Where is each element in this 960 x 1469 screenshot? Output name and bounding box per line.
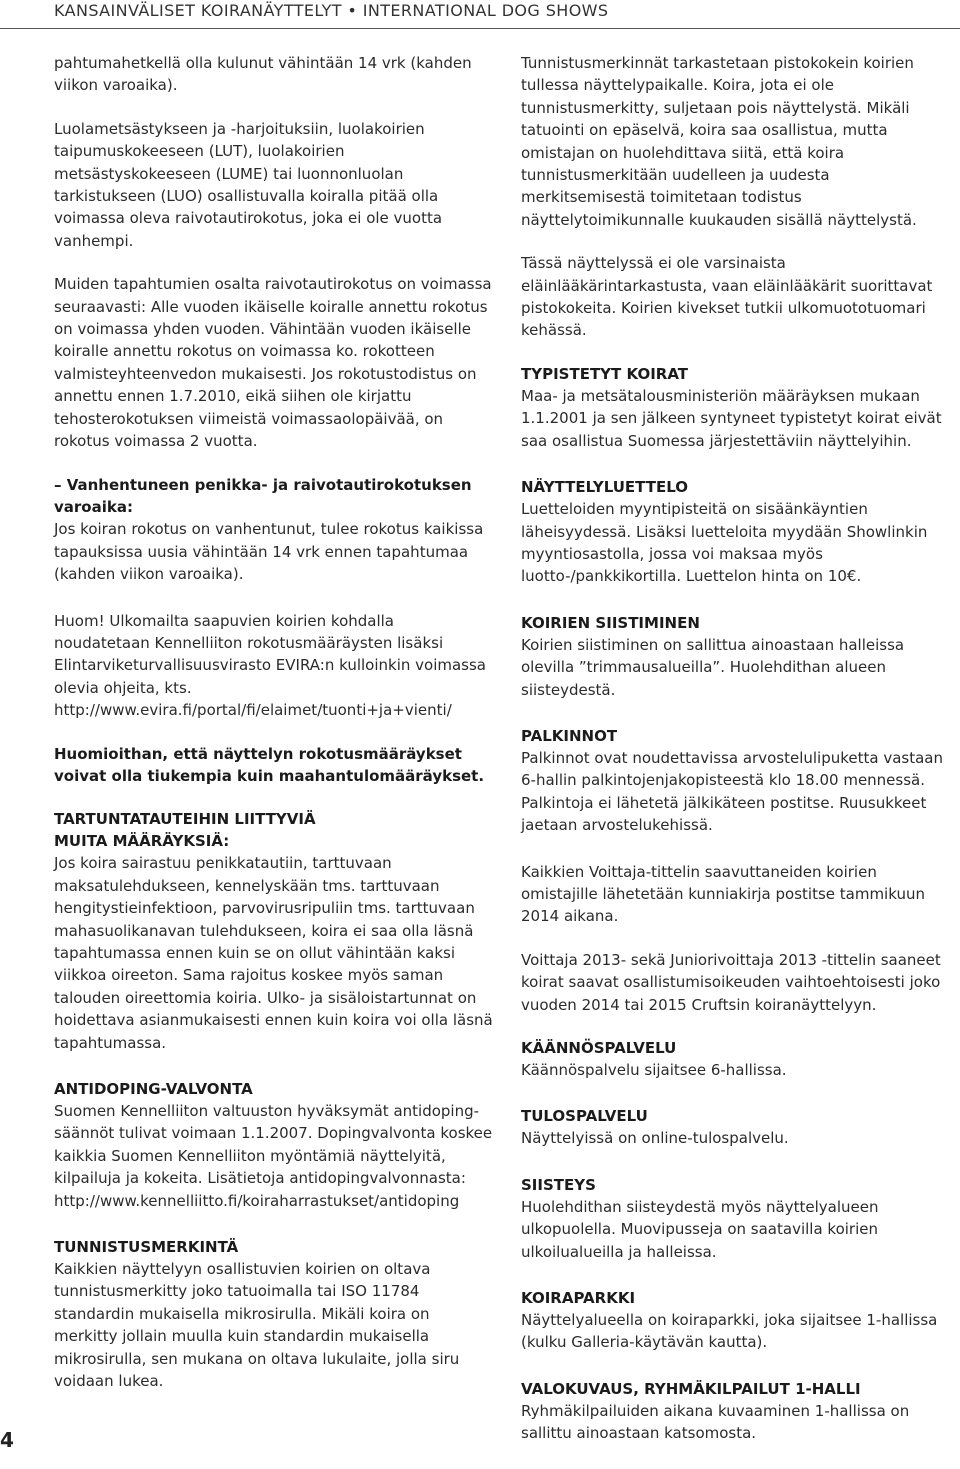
prizes-text: Palkinnot ovat noudettavissa arvostelulipuketta vastaan 6-hallin palkintojenjakopisteestä klo 18.00 mennessä. Palkintoja ei lähetetä jälkikäteen postitse. Ruusukkeet jaetaan arvostelukehissä. bbox=[521, 748, 943, 835]
crufts-paragraph: Voittaja 2013- sekä Juniorivoittaja 2013 -tittelin saaneet koirat saavat osallistumisoikeuden vaihtoehtoisesti joko vuoden 2014 tai 2015 Cruftsin koiranäyttelyyn. bbox=[521, 950, 941, 1014]
import-note: Huom! Ulkomailta saapuvien koirien kohdalla noudatetaan Kennelliiton rokotusmääräysten lisäksi Elintarviketurvallisuusvirasto EVIRA:n kulloinkin voimassa olevia ohjeita, kts. http://www.evira.fi/portal/fi/elaimet/tuonti+ja+vienti/ bbox=[54, 611, 486, 720]
photography-heading: VALOKUVAUS, RYHMÄKILPAILUT 1-HALLI bbox=[521, 1379, 861, 1398]
infectious-diseases-section bbox=[54, 808, 494, 1054]
cleanliness-section bbox=[521, 1174, 951, 1263]
dogpark-heading: KOIRAPARKKI bbox=[521, 1289, 636, 1308]
antidoping-text: Suomen Kennelliiton valtuuston hyväksymät antidoping-säännöt tulivat voimaan 1.1.2007. Dopingvalvonta koskee kaikkia Suomen Kennelliiton myöntämiä näyttelyitä, kilpailuja ja kokeita. Lisätietoja antidopingvalvonnasta: http://www.kennelliitto.fi/koiraharrastukset/antidoping bbox=[54, 1102, 493, 1210]
page-number: 4 bbox=[0, 1428, 14, 1452]
grooming-section bbox=[521, 612, 951, 701]
infectious-heading-line-1: TARTUNTATAUTEIHIN LIITTYVIÄ bbox=[54, 810, 316, 829]
photography-text: Ryhmäkilpailuiden aikana kuvaaminen 1-hallissa on sallittu ainoastaan katsomosta. bbox=[521, 1401, 910, 1443]
paragraph-continued: pahtumahetkellä olla kulunut vähintään 14 vrk (kahden viikon varoaika). bbox=[54, 54, 472, 95]
infectious-text: Jos koira sairastuu penikkatautiin, tarttuvaan maksatulehdukseen, kennelyskään tms. tarttuvaan hengitystieinfektioon, parvovirusripuliin tms. tarttuvaan mahasuolikanavan tulehdukseen, koira ei saa olla läsnä tapahtumassa ennen kuin se on ollut vähintään kaksi viikkoa oireeton. Sama rajoitus koskee myös saman talouden oireettomia koiria. Ulko- ja sisäloistartunnat on hoidettava asianmukaisesti ennen kuin koira voi olla läsnä tapahtumassa. bbox=[54, 854, 493, 1052]
paragraph-rabies-validity: Muiden tapahtumien osalta raivotautirokotus on voimassa seuraavasti: Alle vuoden ikäiselle koiralle annettu rokotus on voimassa yhden vuoden. Vähintään vuoden ikäiselle koiralle annettu rokotus on voimassa ko. rokotteen valmisteyhteenvedon mukaisesti. Jos rokotustodistus on annettu ennen 1.7.2010, eikä siihen ole kirjattu tehosterokotuksen viimeistä voimassaolopäivää, on rokotus voimassa 2 vuotta. bbox=[54, 275, 492, 451]
prizes-heading: PALKINNOT bbox=[521, 726, 618, 745]
results-text: Näyttelyissä on online-tulospalvelu. bbox=[521, 1129, 789, 1148]
catalog-section bbox=[521, 476, 951, 588]
identification-section bbox=[54, 1236, 494, 1392]
expired-vaccination-heading: – Vanhentuneen penikka- ja raivotautirokotuksen varoaika: bbox=[54, 475, 472, 516]
paragraph-burrow-hunting: Luolametsästykseen ja -harjoituksiin, luolakoirien taipumuskokeeseen (LUT), luolakoirien metsästyskokeeseen (LUME) tai luonnonluolan tarkistukseen (LUO) osallistuvalla koiralla pitää olla voimassa oleva raivotautirokotus, joka ei ole vuotta vanhempi. bbox=[54, 119, 443, 250]
translation-section bbox=[521, 1037, 951, 1081]
catalog-heading: NÄYTTELYLUETTELO bbox=[521, 478, 689, 497]
header-divider bbox=[0, 28, 960, 29]
grooming-heading: KOIRIEN SIISTIMINEN bbox=[521, 613, 700, 632]
expired-vaccination-text: Jos koiran rokotus on vanhentunut, tulee rokotus kaikissa tapauksissa uusia vähintään 14 vrk ennen tapahtumaa (kahden viikon varoaika). bbox=[54, 520, 484, 584]
right-column bbox=[521, 52, 951, 1469]
identification-text: Kaikkien näyttelyyn osallistuvien koirien on oltava tunnistusmerkitty joko tatuoimalla tai ISO 11784 standardin mukaisella mikrosirulla. Mikäli koira on merkitty jollain muulla kuin standardin mukaisella mikrosirulla, sen mukana on oltava lukulaite, jolla siru voidaan lukea. bbox=[54, 1260, 460, 1391]
cleanliness-text: Huolehdithan siisteydestä myös näyttelyalueen ulkopuolella. Muovipusseja on saatavilla koirien ulkoilualueilla ja halleissa. bbox=[521, 1197, 879, 1261]
expired-vaccination-section bbox=[54, 474, 494, 586]
docked-dogs-section bbox=[521, 363, 951, 452]
vaccination-warning: Huomioithan, että näyttelyn rokotusmääräykset voivat olla tiukempia kuin maahantulomääräykset. bbox=[54, 744, 485, 785]
left-column bbox=[54, 52, 494, 1417]
translation-heading: KÄÄNNÖSPALVELU bbox=[521, 1039, 677, 1057]
antidoping-section bbox=[54, 1078, 494, 1212]
prizes-section bbox=[521, 725, 951, 837]
results-heading: TULOSPALVELU bbox=[521, 1107, 648, 1126]
docked-dogs-heading: TYPISTETYT KOIRAT bbox=[521, 364, 689, 383]
running-title: KANSAINVÄLISET KOIRANÄYTTELYT • INTERNATIONAL DOG SHOWS bbox=[54, 1, 609, 20]
catalog-text: Luetteloiden myyntipisteitä on sisäänkäyntien läheisyydessä. Lisäksi luetteloita myydään Showlinkin myyntiosastolla, jossa voi maksaa myös luotto-/pankkikortilla. Luettelon hinta on 10€. bbox=[521, 500, 928, 586]
translation-text: Käännöspalvelu sijaitsee 6-hallissa. bbox=[521, 1061, 787, 1079]
running-header bbox=[0, 0, 960, 28]
cleanliness-heading: SIISTEYS bbox=[521, 1175, 596, 1194]
winners-paragraph: Kaikkien Voittaja-tittelin saavuttaneiden koirien omistajille lähetetään kunniakirja postitse tammikuun 2014 aikana. bbox=[521, 862, 925, 926]
results-section bbox=[521, 1105, 951, 1149]
identification-heading: TUNNISTUSMERKINTÄ bbox=[54, 1238, 239, 1257]
dogpark-text: Näyttelyalueella on koiraparkki, joka sijaitsee 1-hallissa (kulku Galleria-käytävän kautta). bbox=[521, 1311, 938, 1352]
photography-section bbox=[521, 1378, 951, 1445]
paragraph-vet-inspection: Tässä näyttelyssä ei ole varsinaista eläinlääkärintarkastusta, vaan eläinlääkärit suorittavat pistokokeita. Koirien kivekset tutkii ulkomuototuomari kehässä. bbox=[521, 254, 933, 340]
paragraph-id-checks: Tunnistusmerkinnät tarkastetaan pistokokein koirien tullessa näyttelypaikalle. Koira, jota ei ole tunnistusmerkitty, suljetaan pois näyttelystä. Mikäli tatuointi on epäselvä, koira saa osallistua, mutta omistajan on huolehdittava siitä, että koira tunnistusmerkitään uudelleen ja uudesta merkitsemisestä toimitetaan todistus näyttelytoimikunnalle kuukauden sisällä näyttelystä. bbox=[521, 54, 917, 229]
grooming-text: Koirien siistiminen on sallittua ainoastaan halleissa olevilla ”trimmausalueilla”. Huolehdithan alueen siisteydestä. bbox=[521, 635, 905, 699]
antidoping-heading: ANTIDOPING-VALVONTA bbox=[54, 1080, 253, 1099]
dogpark-section bbox=[521, 1287, 951, 1354]
docked-dogs-text: Maa- ja metsätalousministeriön määräyksen mukaan 1.1.2001 ja sen jälkeen syntyneet typistetyt koirat eivät saa osallistua Suomessa järjestettäviin näyttelyihin. bbox=[521, 386, 942, 450]
infectious-heading-line-2: MUITA MÄÄRÄYKSIÄ: bbox=[54, 832, 230, 851]
